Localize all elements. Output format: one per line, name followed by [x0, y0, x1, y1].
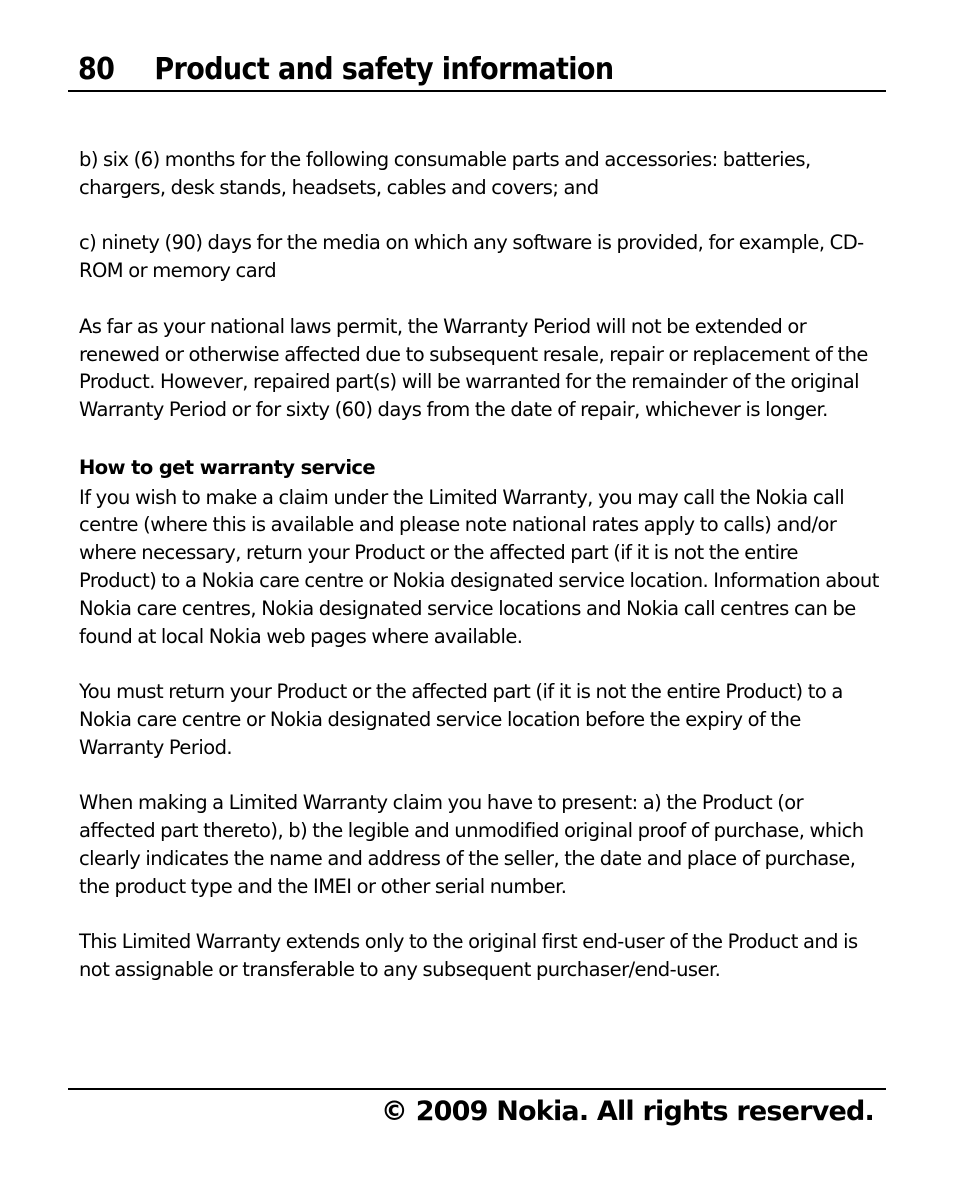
- paragraph-proof-of-purchase: When making a Limited Warranty claim you have to present: a) the Product (or affected part thereto), b) the legible and unmodified original proof of purchase, which clearly indicates the name and address of the seller, the date and place of purchase, the product type and the IMEI or other serial number.: [79, 791, 864, 898]
- page-content: [79, 146, 879, 1012]
- copyright-notice: © 2009 Nokia. All rights reserved.: [380, 1096, 874, 1127]
- paragraph-make-claim: If you wish to make a claim under the Limited Warranty, you may call the Nokia call centre (where this is available and please note national rates apply to calls) and/or where necessary, return your Product or the affected part (if it is not the entire Product) to a Nokia care centre or Nokia designated service location. Information about Nokia care centres, Nokia designated service locations and Nokia call centres can be found at local Nokia web pages where available.: [79, 485, 879, 648]
- footer-divider: [68, 1088, 886, 1090]
- paragraph-warranty-period: As far as your national laws permit, the Warranty Period will not be extended or renewed or otherwise affected due to subsequent resale, repair or replacement of the Product. However, repaired part(s) will be warranted for the remainder of the original Warranty Period or for sixty (60) days from the date of repair, whichever is longer.: [79, 314, 868, 422]
- paragraph-first-end-user: This Limited Warranty extends only to the original first end-user of the Product and is not assignable or transferable to any subsequent purchaser/end-user.: [79, 930, 858, 982]
- subheading-warranty-service: How to get warranty service: [79, 455, 376, 479]
- paragraph-consumables: b) six (6) months for the following consumable parts and accessories: batteries, chargers, desk stands, headsets, cables and covers; and: [79, 148, 811, 199]
- page-header: [68, 46, 886, 92]
- page-number: 80: [78, 52, 115, 87]
- paragraph-return-product: You must return your Product or the affected part (if it is not the entire Product) to a Nokia care centre or Nokia designated service location before the expiry of the Warranty Period.: [79, 680, 843, 759]
- section-title: Product and safety information: [154, 52, 614, 87]
- paragraph-media: c) ninety (90) days for the media on which any software is provided, for example, CD-ROM or memory card: [79, 231, 864, 283]
